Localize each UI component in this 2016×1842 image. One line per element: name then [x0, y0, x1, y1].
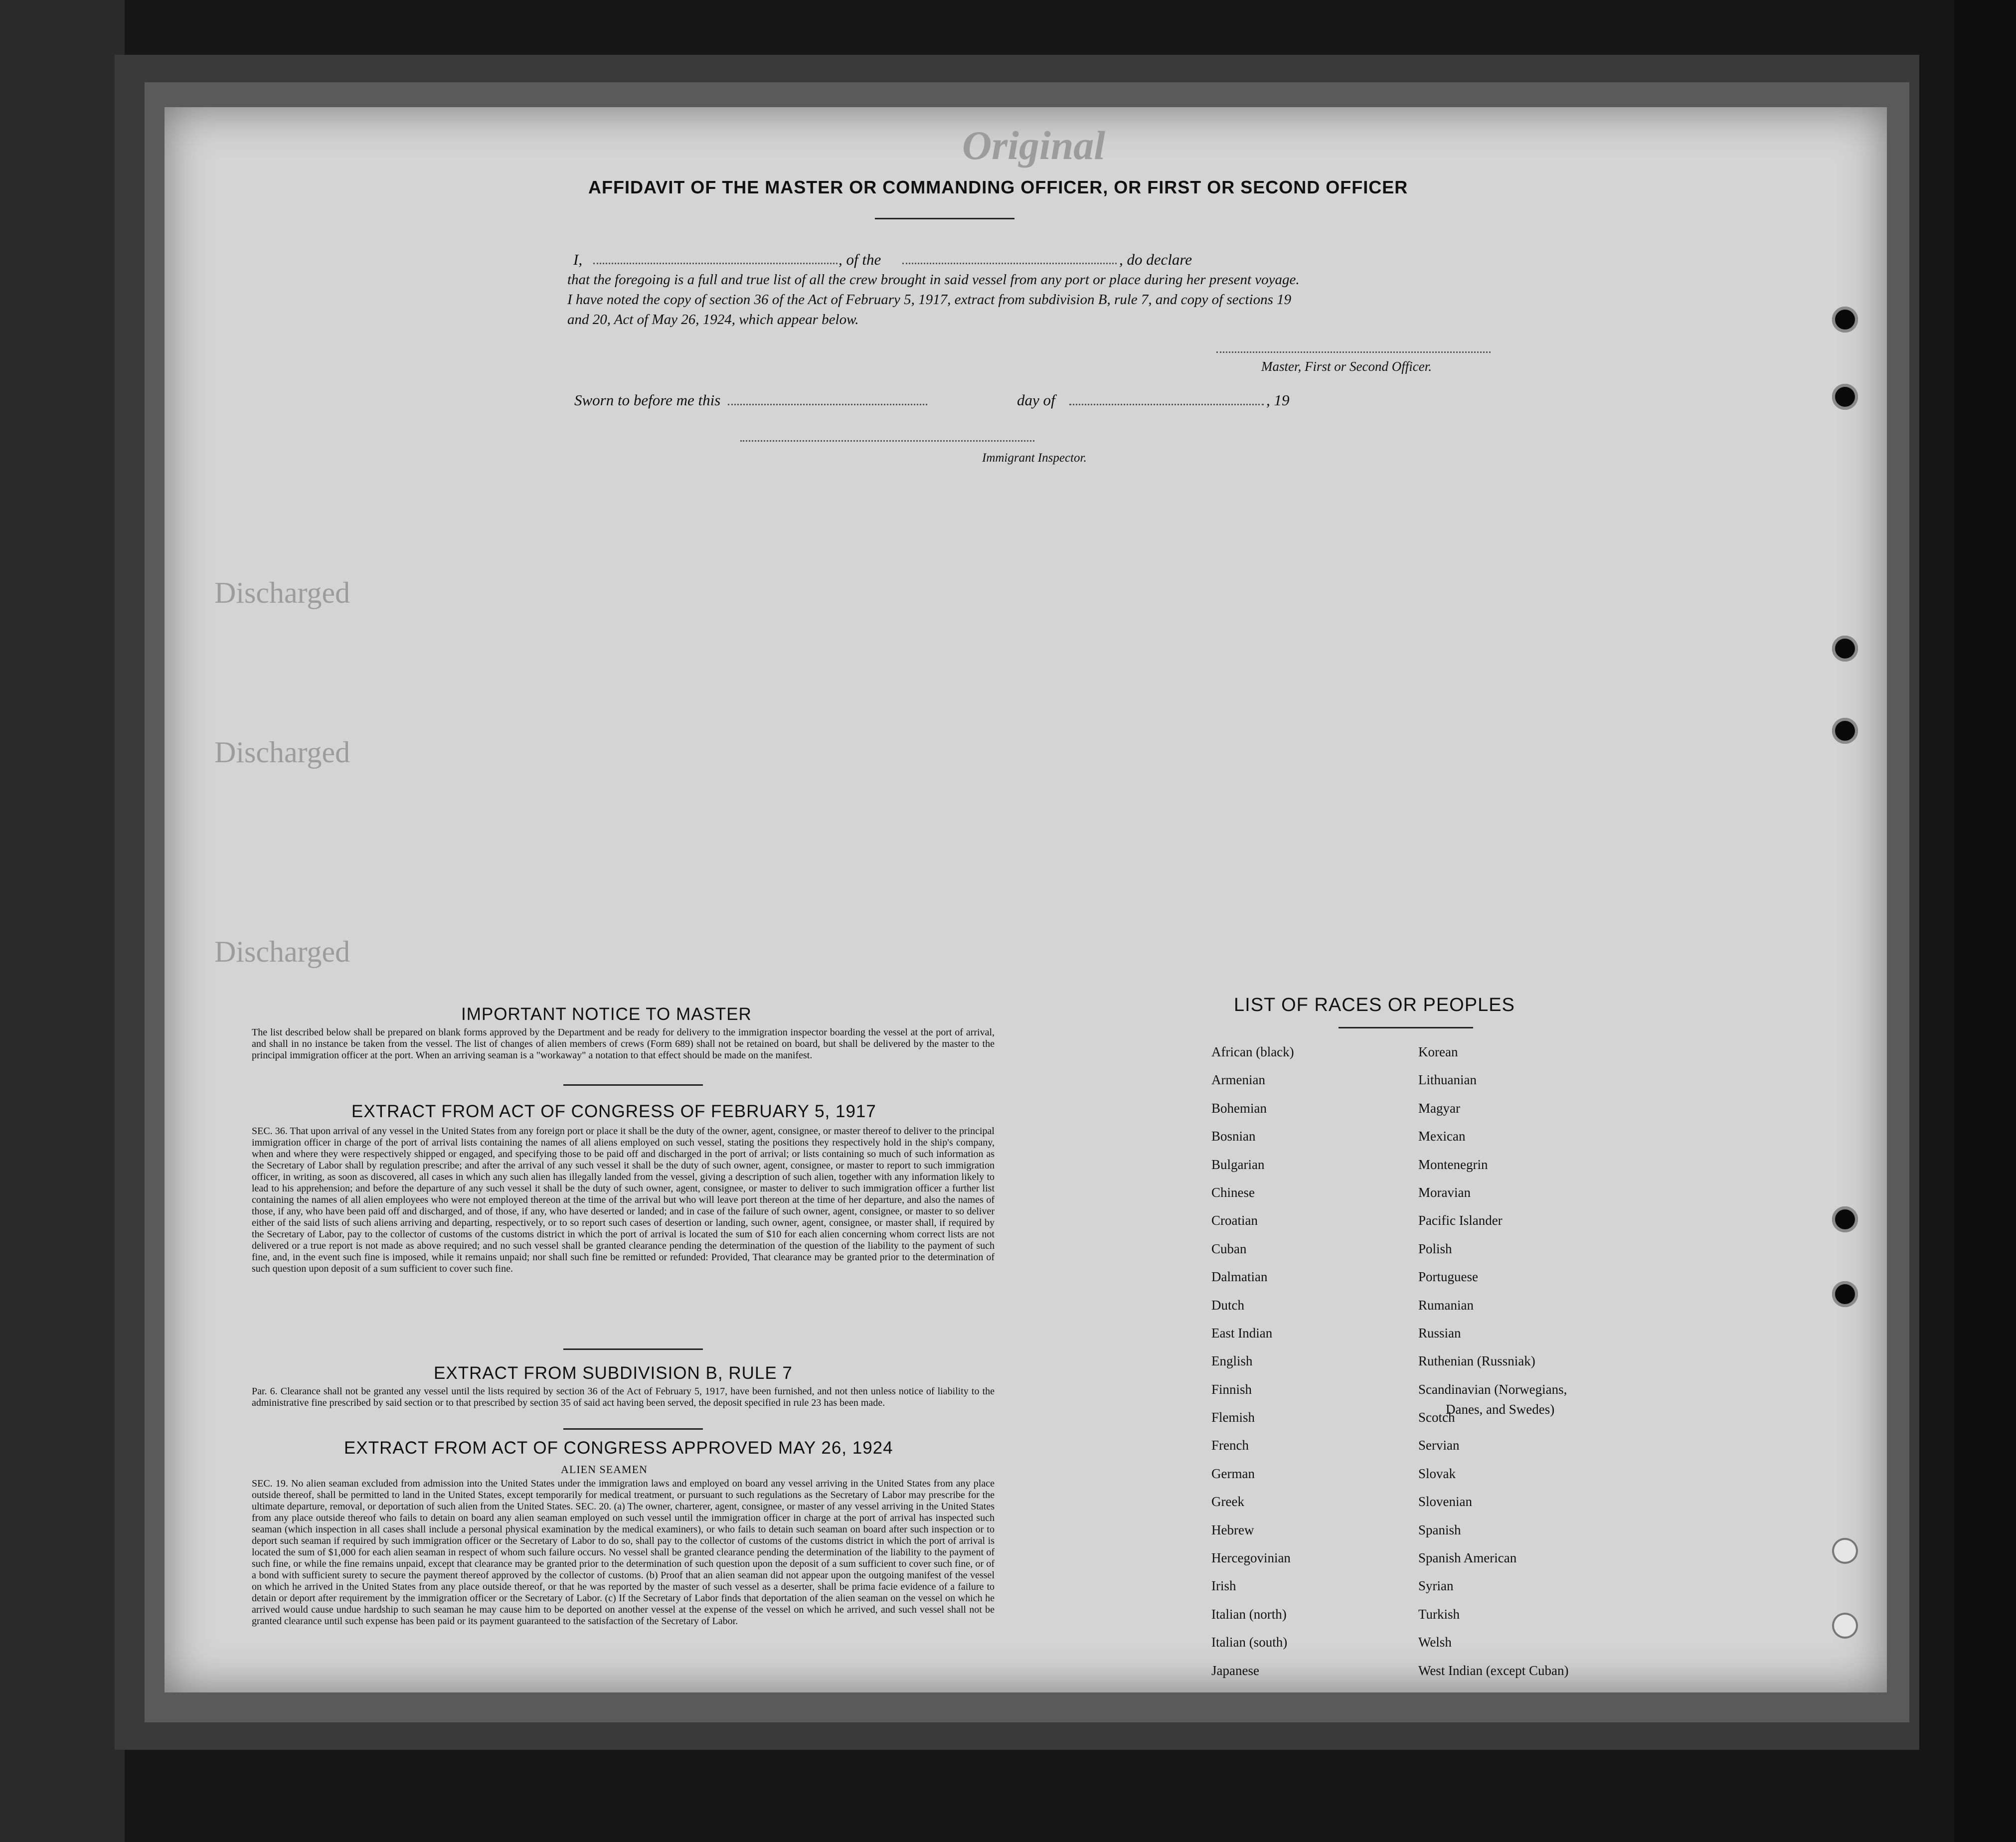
race-item: Spanish [1418, 1522, 1461, 1537]
notice-rule [563, 1084, 703, 1086]
races-column-2 [1418, 1044, 1568, 1691]
race-item: Dalmatian [1211, 1269, 1268, 1285]
race-item: Hebrew [1211, 1522, 1254, 1537]
ghost-discharged-3: Discharged [214, 935, 350, 968]
affidavit-line-1: that the foregoing is a full and true list of all the crew brought in said vessel from any port or place during her present voyage. [567, 272, 1300, 288]
race-item: French [1211, 1438, 1249, 1453]
race-item: West Indian (except Cuban) [1418, 1663, 1569, 1678]
notice-title: IMPORTANT NOTICE TO MASTER [461, 1005, 752, 1024]
race-item: Servian [1418, 1438, 1460, 1453]
race-item: Magyar [1418, 1100, 1460, 1116]
race-item: Scandinavian (Norwegians, [1418, 1381, 1567, 1397]
affidavit-line-3: and 20, Act of May 26, 1924, which appear below. [567, 312, 859, 328]
name-blank [593, 263, 838, 264]
race-item: Italian (north) [1211, 1606, 1287, 1622]
race-item: Lithuanian [1418, 1072, 1477, 1088]
extract-rule7-rule [563, 1428, 703, 1430]
affidavit-title: AFFIDAVIT OF THE MASTER OR COMMANDING OFFICER, OR FIRST OR SECOND OFFICER [588, 177, 1408, 197]
ghost-discharged-1: Discharged [214, 576, 350, 609]
race-item: Armenian [1211, 1072, 1265, 1088]
affidavit-line-2: I have noted the copy of section 36 of the Act of February 5, 1917, extract from subdivision B, rule 7, and copy of sections 19 [567, 292, 1292, 308]
notice-text: The list described below shall be prepared on blank forms approved by the Department and be ready for delivery to the immigration inspector boarding the vessel at the port of arrival, and shall in no instance be taken from the vessel. The list of changes of alien members of crews (Form 689) shall not be retained on board, but shall be delivered by the master to the principal immigration officer at the port. When an arriving seaman is a "workaway" a notation to that effect should be made on the manifest. [252, 1027, 995, 1061]
binder-edge-left [0, 0, 125, 1842]
race-item: Spanish American [1418, 1550, 1517, 1566]
race-item: Finnish [1211, 1381, 1252, 1397]
race-item: African (black) [1211, 1044, 1294, 1059]
master-signature-line [1216, 351, 1491, 353]
race-item: Japanese [1211, 1663, 1259, 1678]
punch-hole [1832, 636, 1858, 662]
affidavit-i-label: I, [573, 251, 583, 268]
race-item: Bosnian [1211, 1129, 1256, 1144]
race-item: Slovak [1418, 1466, 1456, 1481]
race-item: German [1211, 1466, 1255, 1481]
race-item: Bohemian [1211, 1100, 1267, 1116]
race-item: Welsh [1418, 1635, 1452, 1650]
race-item: Hercegovinian [1211, 1550, 1291, 1566]
affidavit-do-declare: , do declare [1119, 251, 1192, 268]
year-label: , 19 [1266, 391, 1290, 409]
sworn-month-blank [1069, 404, 1264, 405]
race-item: Syrian [1418, 1578, 1454, 1594]
race-item: Dutch [1211, 1297, 1244, 1313]
race-item: Korean [1418, 1044, 1458, 1059]
race-item-continuation: Danes, and Swedes) [1446, 1402, 1555, 1417]
race-item: Russian [1418, 1325, 1461, 1340]
punch-hole [1832, 1281, 1858, 1307]
ghost-discharged-2: Discharged [214, 736, 350, 769]
race-item: Chinese [1211, 1184, 1255, 1200]
affidavit-rule [875, 218, 1014, 219]
extract-1924-subtitle: ALIEN SEAMEN [561, 1463, 648, 1476]
race-item: Greek [1211, 1494, 1244, 1509]
race-item: Mexican [1418, 1129, 1466, 1144]
race-item: Rumanian [1418, 1297, 1474, 1313]
affidavit-of-the: , of the [839, 251, 881, 268]
race-item: Croatian [1211, 1213, 1258, 1228]
race-item: Slovenian [1418, 1494, 1472, 1509]
punch-hole [1832, 1538, 1858, 1564]
extract-1924-title: EXTRACT FROM ACT OF CONGRESS APPROVED MAY 26, 1924 [344, 1438, 893, 1458]
race-item: Italian (south) [1211, 1635, 1288, 1650]
extract-1917-rule [563, 1348, 703, 1350]
race-item: English [1211, 1353, 1253, 1369]
punch-hole [1832, 1613, 1858, 1639]
races-rule [1339, 1027, 1473, 1028]
race-item: Cuban [1211, 1241, 1247, 1256]
extract-1924-text: SEC. 19. No alien seaman excluded from admission into the United States under the immigration laws and employed on board any vessel arriving in the United States from any place outside thereof, shall be permitted to land in the United States, except temporarily for medical treatment, or pursuant to such regulations as the Secretary of Labor may prescribe for the ultimate departure, removal, or deportation of such alien from the United States. SEC. 20. (a) The owner, charterer, agent, consignee, or master of any vessel arriving in the United States from any place outside thereof who fails to detain on board any alien seaman employed on such vessel until the immigration officer in charge at the port of arrival has inspected such seaman (which inspection in all cases shall include a personal physical examination by the medical examiners), or who fails to detain such seaman on board after such inspection or to deport such seaman if required by such immigration officer or the Secretary of Labor to do so, shall pay to the collector of customs of the customs district in which the port of arrival is located the sum of $1,000 for each alien seaman in respect of whom such failure occurs. No vessel shall be granted clearance pending the determination of the liability to the payment of such fine, or while the fine remains unpaid, except that clearance may be granted prior to the determination of such question upon the deposit of a sum sufficient to cover such fine, or of a bond with sufficient surety to secure the payment thereof approved by the collector of customs. (b) Proof that an alien seaman did not appear upon the outgoing manifest of the vessel on which he arrived in the United States from any place outside thereof, or that he was reported by the master of such vessel as a deserter, shall be prima facie evidence of a failure to detain or deport after requirement by the immigration officer or the Secretary of Labor. (c) If the Secretary of Labor finds that deportation of the alien seaman on the vessel on which he arrived would cause undue hardship to such seaman he may cause him to be deported on another vessel at the expense of the vessel on which he arrived, and such vessel shall not be granted clearance until such expense has been paid or its payment guaranteed to the satisfaction of the Secretary of Labor. [252, 1478, 995, 1627]
race-item: Portuguese [1418, 1269, 1478, 1285]
day-of-label: day of [1017, 391, 1055, 409]
race-item: Polish [1418, 1241, 1452, 1256]
manifest-page [165, 107, 1887, 1692]
race-item: Scotch [1418, 1410, 1455, 1425]
race-item: East Indian [1211, 1325, 1273, 1340]
race-item: Turkish [1418, 1606, 1460, 1622]
race-item: Bulgarian [1211, 1157, 1265, 1172]
original-stamp: Original [962, 123, 1106, 168]
punch-hole [1832, 384, 1858, 410]
race-item: Ruthenian (Russniak) [1418, 1353, 1535, 1369]
inspector-label: Immigrant Inspector. [982, 451, 1087, 465]
extract-rule7-text: Par. 6. Clearance shall not be granted any vessel until the lists required by section 36 of the Act of February 5, 1917, have been furnished, and not then unless notice of liability to the administrative fine prescribed by said section or to that prescribed by section 35 of said act having been served, the deposit specified in rule 23 has been made. [252, 1386, 995, 1408]
inspector-signature-line [740, 440, 1034, 442]
extract-1917-title: EXTRACT FROM ACT OF CONGRESS OF FEBRUARY 5, 1917 [351, 1102, 876, 1121]
race-item: Irish [1211, 1578, 1236, 1594]
vessel-blank [902, 263, 1117, 264]
races-title: LIST OF RACES OR PEOPLES [1234, 995, 1515, 1015]
race-item: Pacific Islander [1418, 1213, 1503, 1228]
punch-hole [1832, 1206, 1858, 1232]
races-column-1 [1211, 1044, 1294, 1691]
punch-hole [1832, 718, 1858, 744]
extract-rule7-title: EXTRACT FROM SUBDIVISION B, RULE 7 [434, 1363, 793, 1383]
extract-1917-text: SEC. 36. That upon arrival of any vessel in the United States from any foreign port or place it shall be the duty of the owner, agent, consignee, or master thereof to deliver to the principal immigration officer in charge of the port of arrival lists containing the names of all aliens employed on such vessel, stating the positions they respectively hold in the ship's company, when and where they were respectively shipped or engaged, and specifying those to be paid off and discharged in the port of arrival; or lists containing so much of such information as the Secretary of Labor shall by regulation prescribe; and after the arrival of any such vessel it shall be the duty of such owner, agent, consignee, or master to report to such immigration officer, in writing, as soon as discovered, all cases in which any such alien has illegally landed from the vessel, giving a description of such alien, together with any information likely to lead to his apprehension; and before the departure of any such vessel it shall be the duty of such owner, agent, consignee, or master to deliver to such immigration officer a further list containing the names of all alien employees who were not employed thereon at the time of the arrival but who will leave port thereon at the time of her departure, and also the names of those, if any, who have been paid off and discharged, and of those, if any, who have deserted or landed; and in case of the failure of such owner, agent, consignee, or master to so deliver either of the said lists of such aliens arriving and departing, respectively, or to so report such cases of desertion or landing, such owner, agent, consignee, or master shall, if required by the Secretary of Labor, pay to the collector of customs of the customs district in which the port of arrival is located the sum of $10 for each alien concerning whom correct lists are not delivered or a true report is not made as above required; and no such vessel shall be granted clearance pending the determination of the question of the liability to the payment of such fine, and, in the event such fine is imposed, while it remains unpaid; nor shall such fine be remitted or refunded: Provided, That clearance may be granted prior to the determination of such question upon deposit of a sum sufficient to cover such fine. [252, 1126, 995, 1274]
master-label: Master, First or Second Officer. [1261, 359, 1432, 374]
race-item: Moravian [1418, 1184, 1471, 1200]
sworn-day-blank [728, 404, 927, 405]
sworn-label: Sworn to before me this [574, 391, 721, 409]
race-item: Montenegrin [1418, 1157, 1488, 1172]
punch-hole [1832, 307, 1858, 333]
race-item: Flemish [1211, 1410, 1255, 1425]
binder-edge-right [1954, 0, 2016, 1842]
